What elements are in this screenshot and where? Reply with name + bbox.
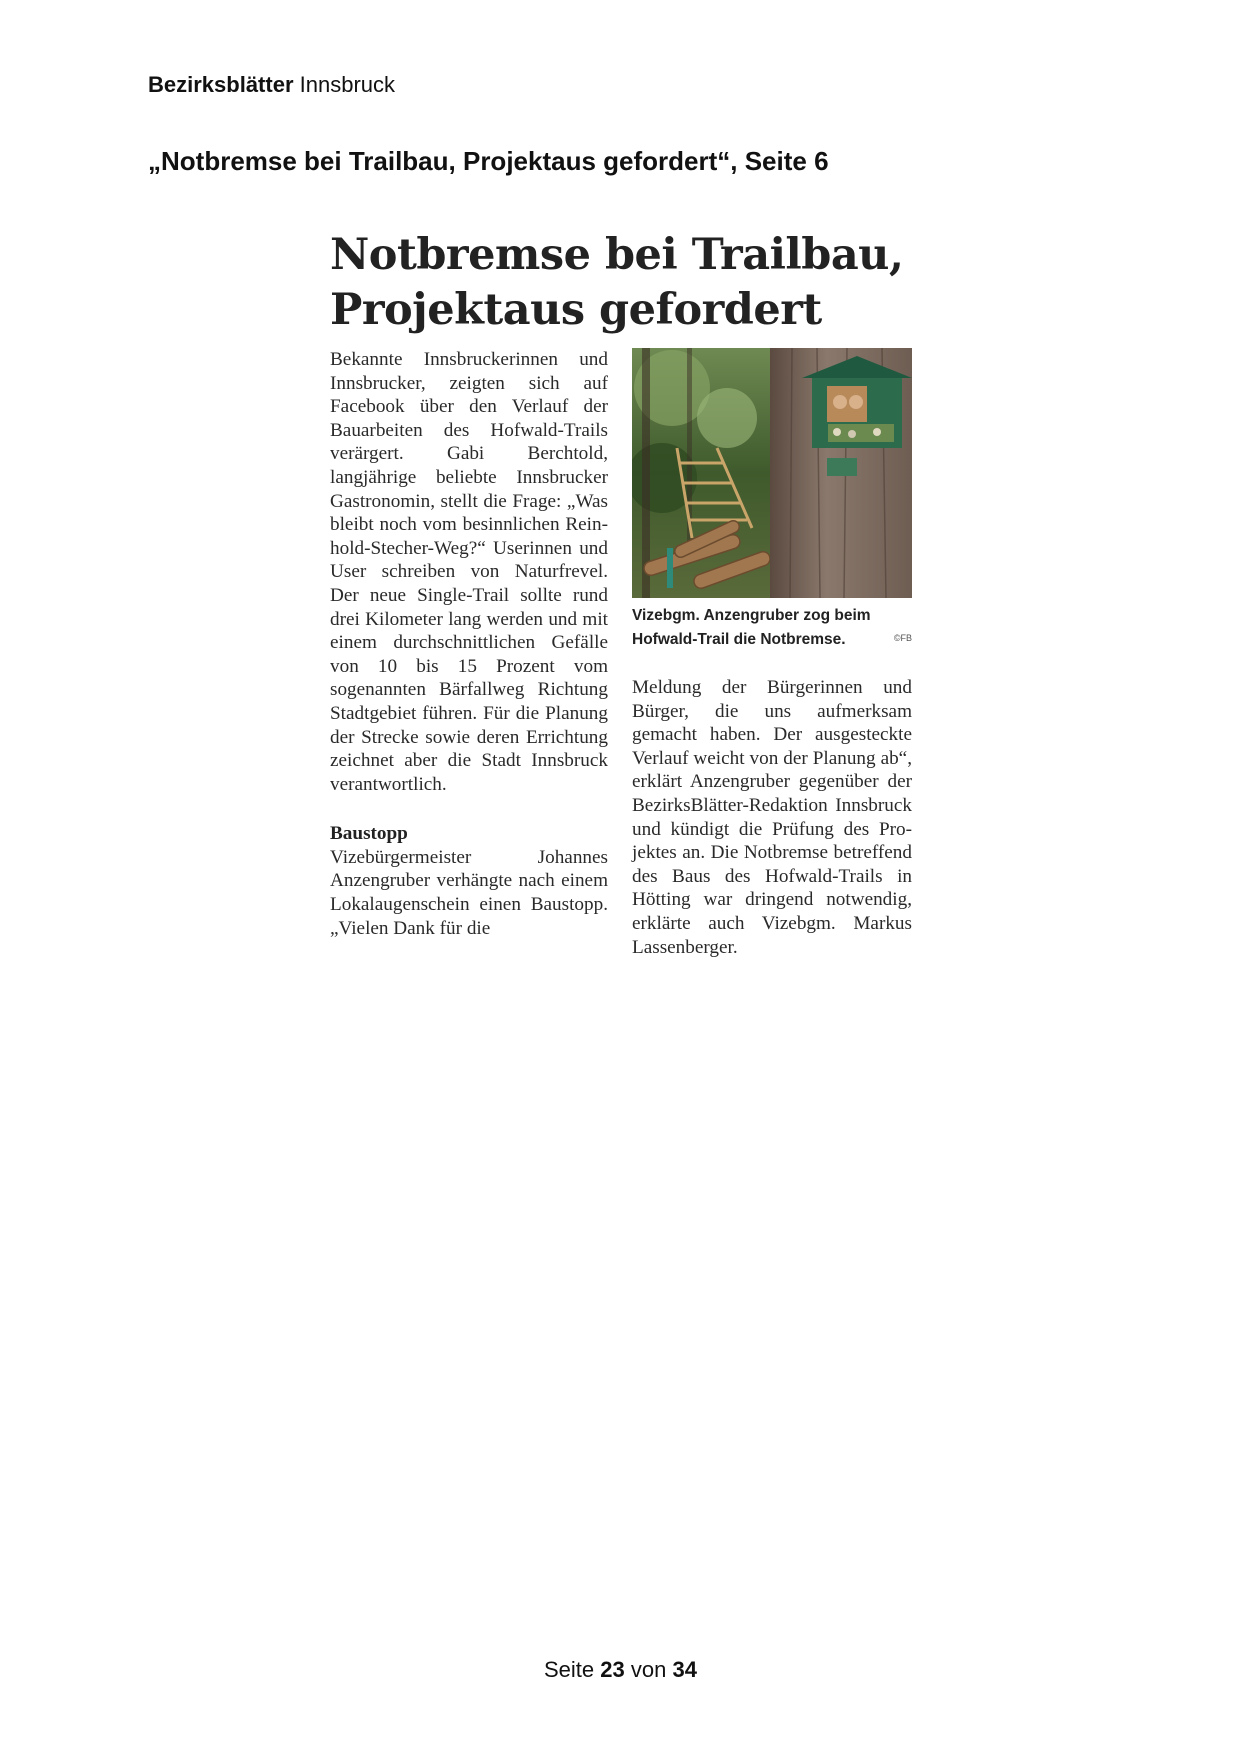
page-total: 34 [672,1657,697,1682]
newspaper-clipping [330,228,912,958]
headline-line-2: Projektaus gefordert [330,285,822,335]
article-baustopp-text: Vizebürgermeister Johannes Anzengruber verhängte nach einem Lokalaugenschein einen Baustopp. „Vielen Dank für die [330,846,608,939]
article-column-left [330,348,608,940]
article-headline [330,228,912,338]
article-intro: Bekannte Innsbruckerinnen und Innsbrucker, zeigten sich auf Facebook über den Verlauf der Bauarbeiten des Hofwald-Trails verärgert. Gabi Berchtold, langjährige beliebte Innsbrucker Gastronomin, stellt die Frage: „Was bleibt noch vom besinnlichen Reinhold-Stecher-Weg?“ Userinnen und User schreiben von Naturfrevel. Der neue Single-Trail sollte rund drei Kilometer lang werden und mit einem durchschnittlichen Gefälle von 10 bis 15 Prozent vom sogenannten Bärfallweg Richtung Stadtgebiet führen. Für die Planung der Strecke sowie deren Errichtung zeichnet aber die Stadt Innsbruck verantwortlich. [330,349,608,795]
photo-caption [632,604,912,652]
article-continuation: Meldung der Bürgerinnen und Bürger, die uns aufmerksam gemacht haben. Der ausgesteckte Verlauf weicht von der Planung ab“, erklärt Anzengruber gegenüber der BezirksBlätter-Redaktion Innsbruck und kündigt die Prüfung des Projektes an. Die Notbremse betreffend des Baus des Hofwald-Trails in Hötting war dringend notwendig, erklärte auch Vizebgm. Markus Lassenberger. [632,677,912,958]
photo-caption-text: Vizebgm. Anzengruber zog beim Hofwald-Trail die Notbremse. [632,607,871,648]
publication-name: Bezirksblätter [148,72,294,97]
page-label: Seite [544,1657,595,1682]
article-column-right [632,348,912,959]
report-title: „Notbremse bei Trailbau, Projektaus gefordert“, Seite 6 [148,146,829,176]
page-number: 23 [600,1657,625,1682]
publication-region: Innsbruck [299,72,396,97]
article-subhead: Baustopp [330,823,408,845]
headline-line-1: Notbremse bei Trailbau, [330,230,904,280]
page-of-label: von [630,1657,667,1682]
photo-credit: ©FB [893,633,912,643]
forest-trail-photo [632,348,912,598]
page-footer [0,1657,1241,1683]
publication-header [148,72,395,98]
